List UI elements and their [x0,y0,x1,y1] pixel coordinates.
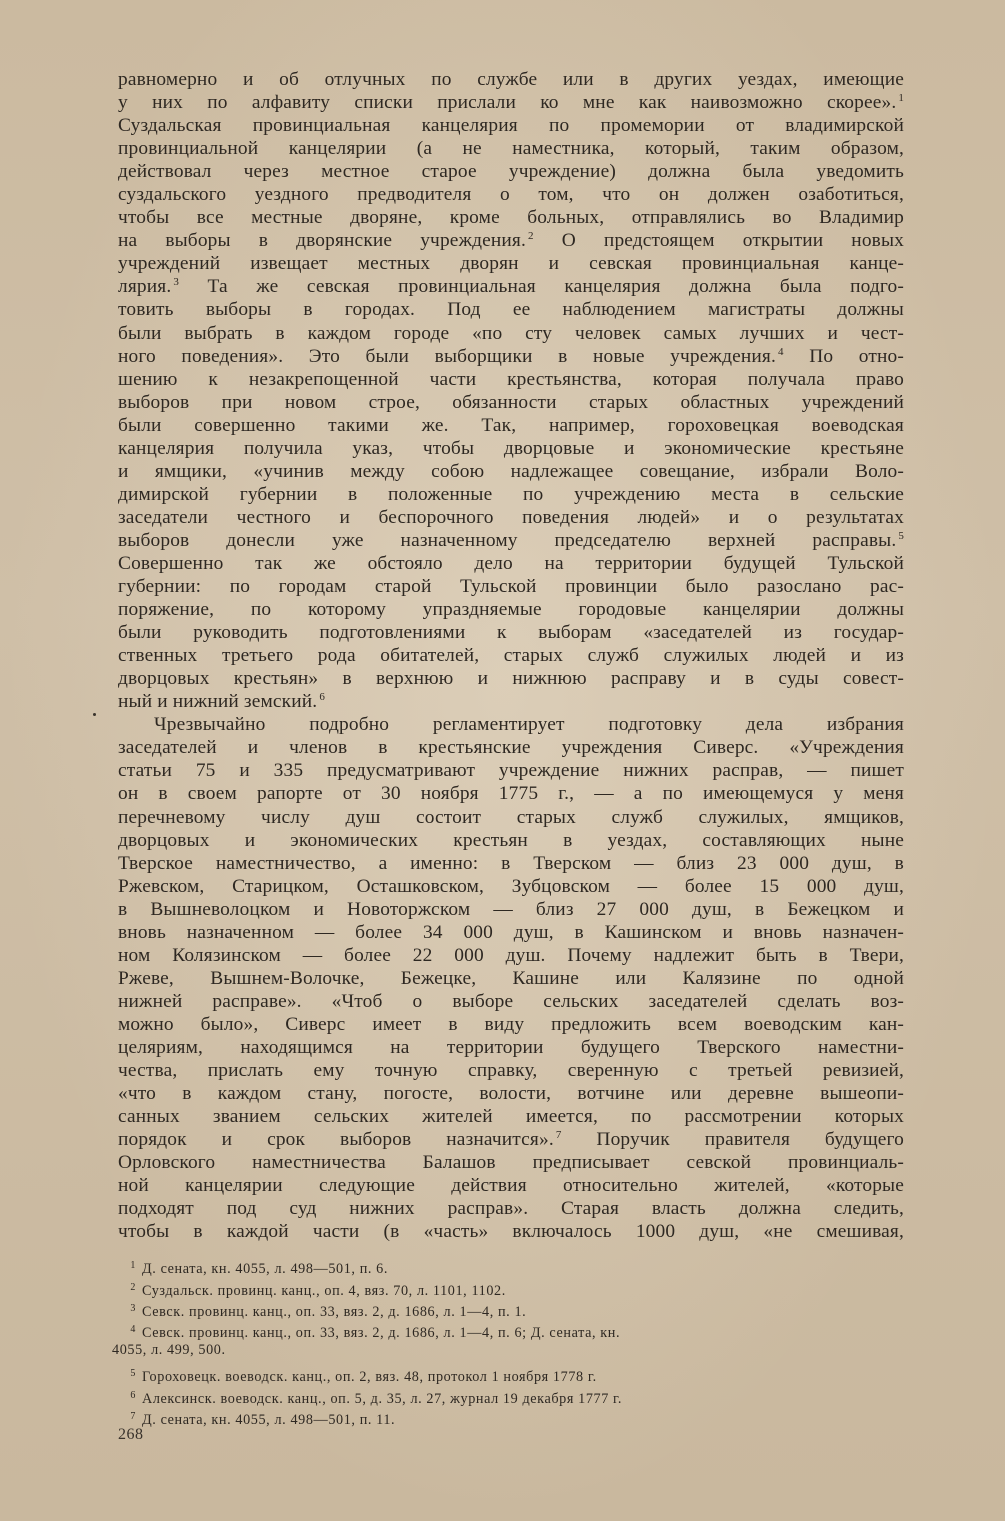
text-line: губернии: по городам старой Тульской провинции было разослано рас- [118,576,904,598]
text-line: подходят под суд нижних расправ». Старая власть должна следить, [118,1198,904,1220]
footnote [118,1300,904,1321]
text-line: димирской губернии в положенные по учреждению места в сельские [118,483,904,505]
text-line: шению к незакрепощенной части крестьянства, которая получала право [118,368,904,390]
text-line: равномерно и об отлучных по службе или в других уездах, имеющие [118,69,904,90]
footnote-text: Алексинск. воеводск. канц., оп. 5, д. 35, л. 27, журнал 19 декабря 1777 г. [142,1390,623,1407]
main-text [118,68,904,1243]
text-line: можно было», Сиверс имеет в виду предложить всем воеводским кан- [118,1013,904,1035]
footnote-number: 6 [130,1389,136,1401]
footnote-text: 4055, л. 499, 500. [112,1342,226,1359]
text-line: он в своем рапорте от 30 ноября 1775 г., — а по имеющемуся у меня [118,783,904,805]
text-line: целяриям, находящимся на территории будущего Тверского наместни- [118,1036,904,1058]
text-line: чтобы все местные дворяне, кроме больных, отправлялись во Владимир [118,207,904,229]
text-line: были выбрать в каждом городе «по сту человек самых лучших и чест- [118,322,904,344]
text-line: Тверское наместничество, а именно: в Тверском — близ 23 000 душ, в [118,852,904,874]
text-line: лярия. $^3$ Та же севская провинциальная канцелярия должна была подго- [118,276,905,298]
text-line: ственных третьего рода обитателей, старых служб служилых людей и из [118,645,904,667]
text-line: заседатели честного и беспорочного поведения людей» и о результатах [118,506,904,528]
text-line: у них по алфавиту списки прислали ко мне как наивозможно скорее». $^1$ [118,92,904,114]
text-line: вновь назначенном — более 34 000 душ, в Кашинском и вновь назначен- [118,921,904,943]
text-line: дворцовых и экономических крестьян в уездах, составляющих ныне [118,829,904,851]
text-line: ный и нижний земский. $^6$ [118,691,325,713]
footnote-number: 7 [130,1410,136,1422]
text-line: выборов при новом строе, обязанности старых областных учреждений [118,391,904,413]
book-page [112,68,905,1508]
text-line: выборов донесли уже назначенному председателю верхней расправы. $^5$ [118,529,904,551]
paragraph-1 [118,68,904,713]
paragraph-2 [118,713,904,1243]
footnote-mark: 3 [173,276,179,289]
text-line: действовал через местное старое учреждение) должна была уведомить [118,161,904,183]
footnote [118,1257,904,1278]
footnote [118,1321,904,1342]
text-line: чества, прислать ему точную справку, сверенную с третьей ревизией, [118,1060,904,1082]
text-line: чтобы в каждой части (в «часть» включалось 1000 душ, «не смешивая, [118,1221,904,1243]
text-line: канцелярия получила указ, чтобы дворцовые и экономические крестьяне [118,437,904,459]
footnote-mark: 6 [319,691,325,704]
footnote-text: Севск. провинц. канц., оп. 33, вяз. 2, д. 1686, л. 1—4, п. 6; Д. сената, кн. [142,1325,621,1341]
text-line: ного поведения». Это были выборщики в новые учреждения. $^4$ По отно- [118,345,904,367]
text-line: Чрезвычайно подробно регламентирует подготовку дела избрания [154,714,904,736]
footnote-mark: 7 [555,1129,562,1142]
text-line: провинциальной канцелярии (а не наместника, который, таким образом, [118,138,904,160]
footnote-text: Д. сената, кн. 4055, л. 498—501, п. 6. [142,1261,389,1278]
text-line: Ржеве, Вышнем-Волочке, Бежецке, Кашине или Калязине по одной [118,967,904,989]
text-line: были руководить подготовлениями к выборам «заседателей из государ- [118,622,904,644]
text-line: санных званием сельских жителей имеется, по рассмотрении которых [118,1106,904,1128]
text-line: нижней расправе». «Чтоб о выборе сельских заседателей сделать воз- [118,990,904,1012]
text-line: суздальского уездного предводителя о том, что он должен озаботиться, [118,184,904,206]
text-line: перечневому числу душ состоит старых служб служилых, ямщиков, [118,806,904,828]
footnote-number: 4 [130,1324,136,1335]
text-line: Совершенно так же обстояло дело на территории будущей Тульской [118,552,904,574]
footnote-text: Д. сената, кн. 4055, л. 498—501, п. 11. [142,1411,396,1428]
footnote [118,1387,904,1408]
text-line: товить выборы в городах. Под ее наблюдением магистраты должны [118,299,904,321]
footnote [118,1408,904,1429]
text-line: и ямщики, «учинив между собою надлежащее совещание, избрали Воло- [118,460,904,482]
text-line: дворцовых крестьян» в верхнюю и нижнюю расправу и в суды совест- [118,668,904,690]
footnote [118,1279,904,1300]
footnote-continuation [112,1342,904,1359]
footnote-text: Суздальск. провинц. канц., оп. 4, вяз. 70, л. 1101, 1102. [142,1282,506,1299]
footnotes [112,1257,904,1429]
page-number: 268 [118,1426,144,1443]
text-line: были совершенно такими же. Так, например, гороховецкая воеводская [118,414,904,436]
footnote-number: 2 [130,1281,136,1293]
text-line: статьи 75 и 335 предусматривают учреждение нижних расправ, — пишет [118,760,904,782]
footnote-mark: 5 [898,529,904,542]
text-line: порядок и срок выборов назначится». $^7$ Поручик правителя будущего [118,1129,904,1151]
footnote-number: 3 [130,1302,136,1314]
text-line: на выборы в дворянские учреждения. $^2$ О предстоящем открытии новых [118,230,905,252]
footnote-mark: 1 [898,92,904,105]
text-line: Орловского наместничества Балашов предписывает севской провинциаль- [118,1152,904,1174]
text-line: Суздальская провинциальная канцелярия по промемории от владимирской [118,115,904,137]
text-line: заседателей и членов в крестьянские учреждения Сиверс. «Учреждения [118,737,904,759]
footnote-text: Севск. провинц. канц., оп. 33, вяз. 2, д. 1686, л. 1—4, п. 1. [142,1303,527,1320]
footnote-mark: 2 [528,230,534,243]
text-line: в Вышневолоцком и Новоторжском — близ 27 000 душ, в Бежецком и [118,898,904,920]
footnote-mark: 4 [777,345,784,358]
footnote-text: Гороховецк. воеводск. канц., оп. 2, вяз. 48, протокол 1 ноября 1778 г. [142,1369,597,1386]
text-line: поряжение, по которому упраздняемые городовые канцелярии должны [118,599,904,621]
margin-mark [93,713,96,716]
text-line: ной канцелярии следующие действия относительно жителей, «которые [118,1175,904,1197]
text-line: ном Колязинском — более 22 000 душ. Почему надлежит быть в Твери, [118,944,904,966]
text-line: Ржевском, Старицком, Осташковском, Зубцовском — более 15 000 душ, [118,875,904,897]
text-line: учреждений извещает местных дворян и севская провинциальная канце- [118,253,904,275]
footnote-number: 5 [130,1368,136,1380]
footnote-number: 1 [130,1260,136,1272]
footnote [118,1365,904,1386]
text-line: «что в каждом стану, погосте, волости, вотчине или деревне вышеопи- [118,1083,904,1105]
